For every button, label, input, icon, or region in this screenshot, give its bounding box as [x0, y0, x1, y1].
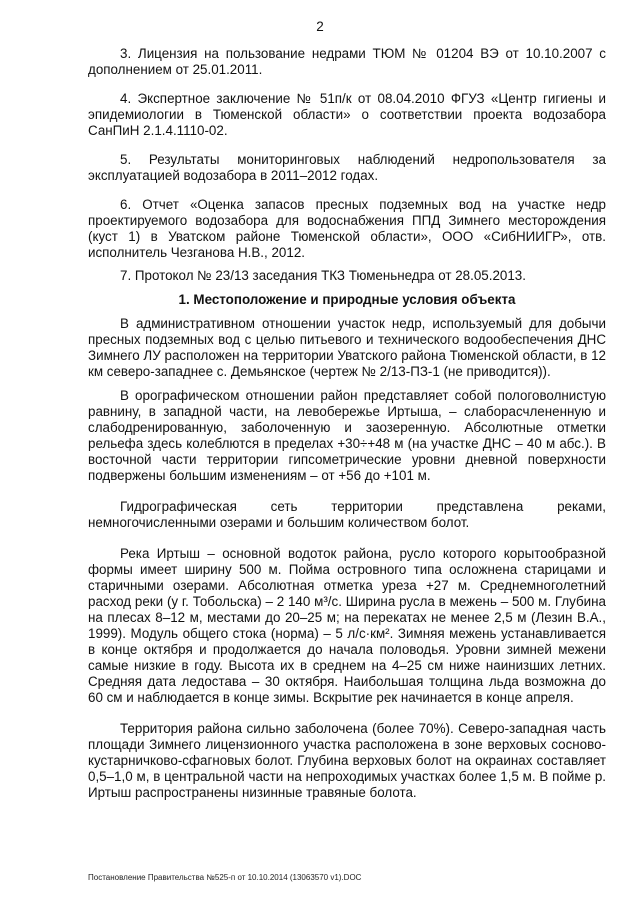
- section-heading: 1. Местоположение и природные условия объекта: [178, 292, 516, 307]
- list-item: 3. Лицензия на пользование недрами ТЮМ № 01204 ВЭ от 10.10.2007 с дополнением от 25.01.2011.: [88, 46, 606, 77]
- list-item: 6. Отчет «Оценка запасов пресных подземных вод на участке недр проектируемого водозабора для водоснабжения ППД Зимнего месторождения (куст 1) в Уватском районе Тюменской области», ООО «СибНИИГР», отв. исполнитель Чезганова Н.В., 2012.: [88, 197, 606, 260]
- paragraph: В орографическом отношении район представляет собой пологоволнистую равнину, в западной части, на левобережье Иртыша, – слаборасчлененную и слабодренированную, заболоченную и заозеренную. Абсолютные отметки рельефа здесь колеблются в пределах +30÷+48 м (на участке ДНС – 40 м абс.). В восточной части территории гипсометрические уровни дневной поверхности подвержены большим изменениям – от +56 до +101 м.: [88, 388, 606, 483]
- page-number: 2: [316, 19, 324, 34]
- paragraph: Река Иртыш – основной водоток района, русло которого корытообразной формы имеет ширину 500 м. Пойма островного типа осложнена старицами и старичными озерами. Абсолютная отметка уреза +27 м. Среднемноголетний расход реки (у г. Тобольска) – 2 140 м³/с. Ширина русла в межень – 500 м. Глубина на плесах 8–12 м, местами до 20–25 м; на перекатах не менее 2,5 м (Лезин В.А., 1999). Модуль общего стока (норма) – 5 л/с·км². Зимняя межень устанавливается в конце октября и продолжается до начала половодья. Уровни зимней межени самые низкие в году. Высота их в среднем на 4–25 см ниже наинизших летних. Средняя дата ледостава – 30 октября. Наибольшая толщина льда возможна до 60 см и наблюдается в конце зимы. Вскрытие рек начинается в конце апреля.: [88, 546, 606, 705]
- list-item: 7. Протокол № 23/13 заседания ТКЗ Тюменьнедра от 28.05.2013.: [120, 268, 526, 283]
- paragraph: Гидрографическая сеть территории представлена реками, немногочисленными озерами и большим количеством болот.: [88, 499, 606, 530]
- list-item: 4. Экспертное заключение № 51п/к от 08.04.2010 ФГУЗ «Центр гигиены и эпидемиологии в Тюменской области» о соответствии проекта водозабора СанПиН 2.1.4.1110-02.: [88, 91, 606, 138]
- list-item: 5. Результаты мониторинговых наблюдений недропользователя за эксплуатацией водозабора в 2011–2012 годах.: [88, 152, 606, 183]
- document-body: [88, 46, 606, 801]
- document-footer: Постановление Правительства №525-п от 10.10.2014 (13063570 v1).DOC: [88, 873, 362, 882]
- paragraph: Территория района сильно заболочена (более 70%). Северо-западная часть площади Зимнего лицензионного участка расположена в зоне верховых сосново-кустарничково-сфагновых болот. Глубина верховых болот на окраинах составляет 0,5–1,0 м, в центральной части на непроходимых участках более 1,5 м. В пойме р. Иртыш распространены низинные травяные болота.: [88, 721, 606, 800]
- paragraph: В административном отношении участок недр, используемый для добычи пресных подземных вод с целью питьевого и технического водообеспечения ДНС Зимнего ЛУ расположен на территории Уватского района Тюменской области, в 12 км северо-западнее с. Демьянское (чертеж № 2/13-ПЗ-1 (не приводится)).: [88, 316, 606, 379]
